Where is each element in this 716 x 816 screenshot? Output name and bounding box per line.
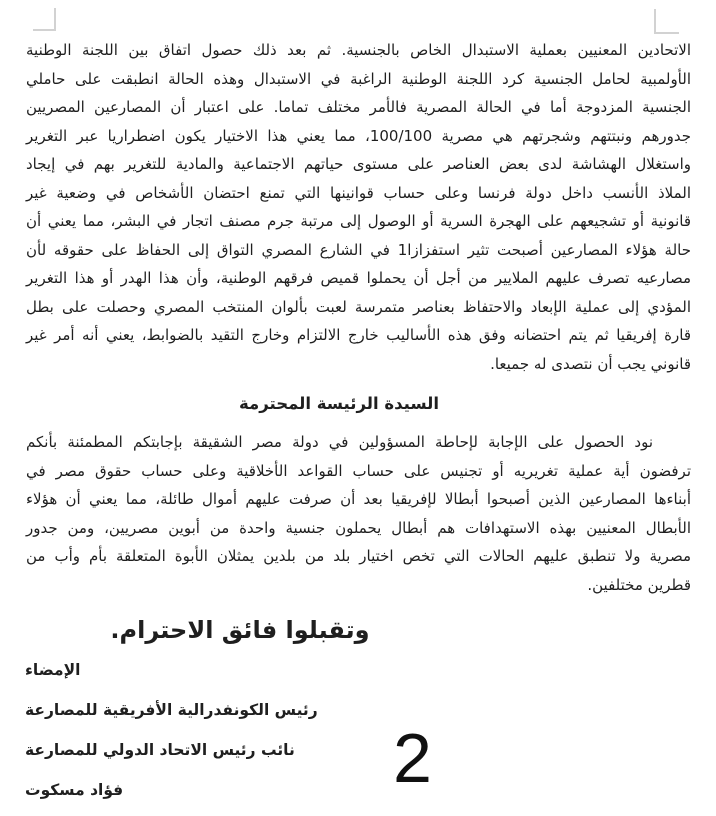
signatory-name: فؤاد مسكوت xyxy=(25,781,124,799)
crop-mark-top-right-icon xyxy=(654,9,679,34)
text-line: حالة هؤلاء المصارعين أصبحت تثير استفزازا1 في الشارع المصري التواق إلى الحفاظ على حقوقه لأن xyxy=(26,240,691,259)
signatory-title-international-federation: نائب رئيس الاتحاد الدولي للمصارعة xyxy=(25,741,295,759)
text-line: الجنسية المزدوجة أما في الحالة المصرية فالأمر مختلف تماما. على اعتبار أن المصارعين المصريين xyxy=(26,98,691,116)
page-number: 2 xyxy=(393,719,432,797)
salutation-heading: السيدة الرئيسة المحترمة xyxy=(238,394,439,413)
text-line: الملاذ الأنسب داخل دولة فرنسا وعلى حساب قوانينها التي تمنع احتضان الأشخاص في وضعية غير xyxy=(26,183,691,202)
closing-phrase: وتقبلوا فائق الاحترام. xyxy=(110,616,370,644)
text-line: قانونية أو تشجيعهم على الهجرة السرية أو الوصول إلى مرتبة جرم مصنف اتجار في البشر، مما يعني أن xyxy=(26,212,691,230)
text-line: الأبطال المعنيين بهذه الاستهدافات هم أبطال يحملون جنسية واحدة من أبوين مصريين، ومن جدور xyxy=(26,518,691,537)
text-line: قارة إفريقيا ثم يتم احتضانه وفق هذه الأساليب خارج الالتزام وخارج التقيد بالضوابط، يعني أنه أمر غير xyxy=(26,326,691,344)
signatory-title-african-confederation: رئيس الكونفدرالية الأفريقية للمصارعة xyxy=(25,701,318,719)
signature-label: الإمضاء xyxy=(25,661,81,679)
text-line: مصرية ولا تنطبق عليهم الحالات التي تخص اختيار بلد من بلدين يمثلان الأبوة المتعلقة بأم وأب من xyxy=(26,547,691,565)
text-line: الأولمبية لحامل الجنسية كرد اللجنة الوطنية الراغبة في الاستبدال وهذه الحالة انطبقت على حاملي xyxy=(26,69,691,88)
text-line: أبناءها المصارعين الذين أصبحوا أبطالا لإفريقيا بعد أن صرفت عليهم أموال طائلة، مما يعني أن هؤلاء xyxy=(26,490,691,508)
text-line: مصارعيه تصرف عليهم الملايير من أجل أن يحملوا قميص فرقهم الوطنية، وأن هذا الهدر أو هذا التغرير xyxy=(26,269,691,287)
text-line: جدورهم ونبتتهم وشجرتهم هي مصرية 100/100، مما يعني هذا الاختيار يكون اضطراريا عبر التغرير xyxy=(26,126,691,145)
text-line: نود الحصول على الإجابة لإحاطة المسؤولين في دولة مصر الشقيقة بإجابتكم المطمئنة بأنكم xyxy=(26,433,653,451)
crop-mark-top-left-icon xyxy=(33,8,56,31)
text-line: واستغلال الهشاشة لدى بعض العناصر على مستوى حياتهم الاجتماعية والمادية للتغرير بهم في إيجاد xyxy=(26,155,691,173)
text-line: قانوني يجب أن نتصدى له جميعا. xyxy=(490,354,691,373)
text-line: قطرين مختلفين. xyxy=(587,575,691,594)
text-line: الاتحادين المعنيين بعملية الاستبدال الخاص بالجنسية. ثم بعد ذلك حصول اتفاق بين اللجنة الوطنية xyxy=(26,41,691,59)
body-paragraph-1 xyxy=(26,36,691,378)
body-paragraph-2 xyxy=(26,428,691,599)
text-line: المؤدي إلى عملية الإبعاد والاحتفاظ بعناصر متمرسة لعبت بألوان المنتخب المصري وحصلت على بطل xyxy=(26,297,691,316)
text-line: ترفضون أية عملية تغريريه أو تجنيس على حساب القواعد الأخلاقية وعلى حساب حقوق مصر في xyxy=(26,461,691,480)
